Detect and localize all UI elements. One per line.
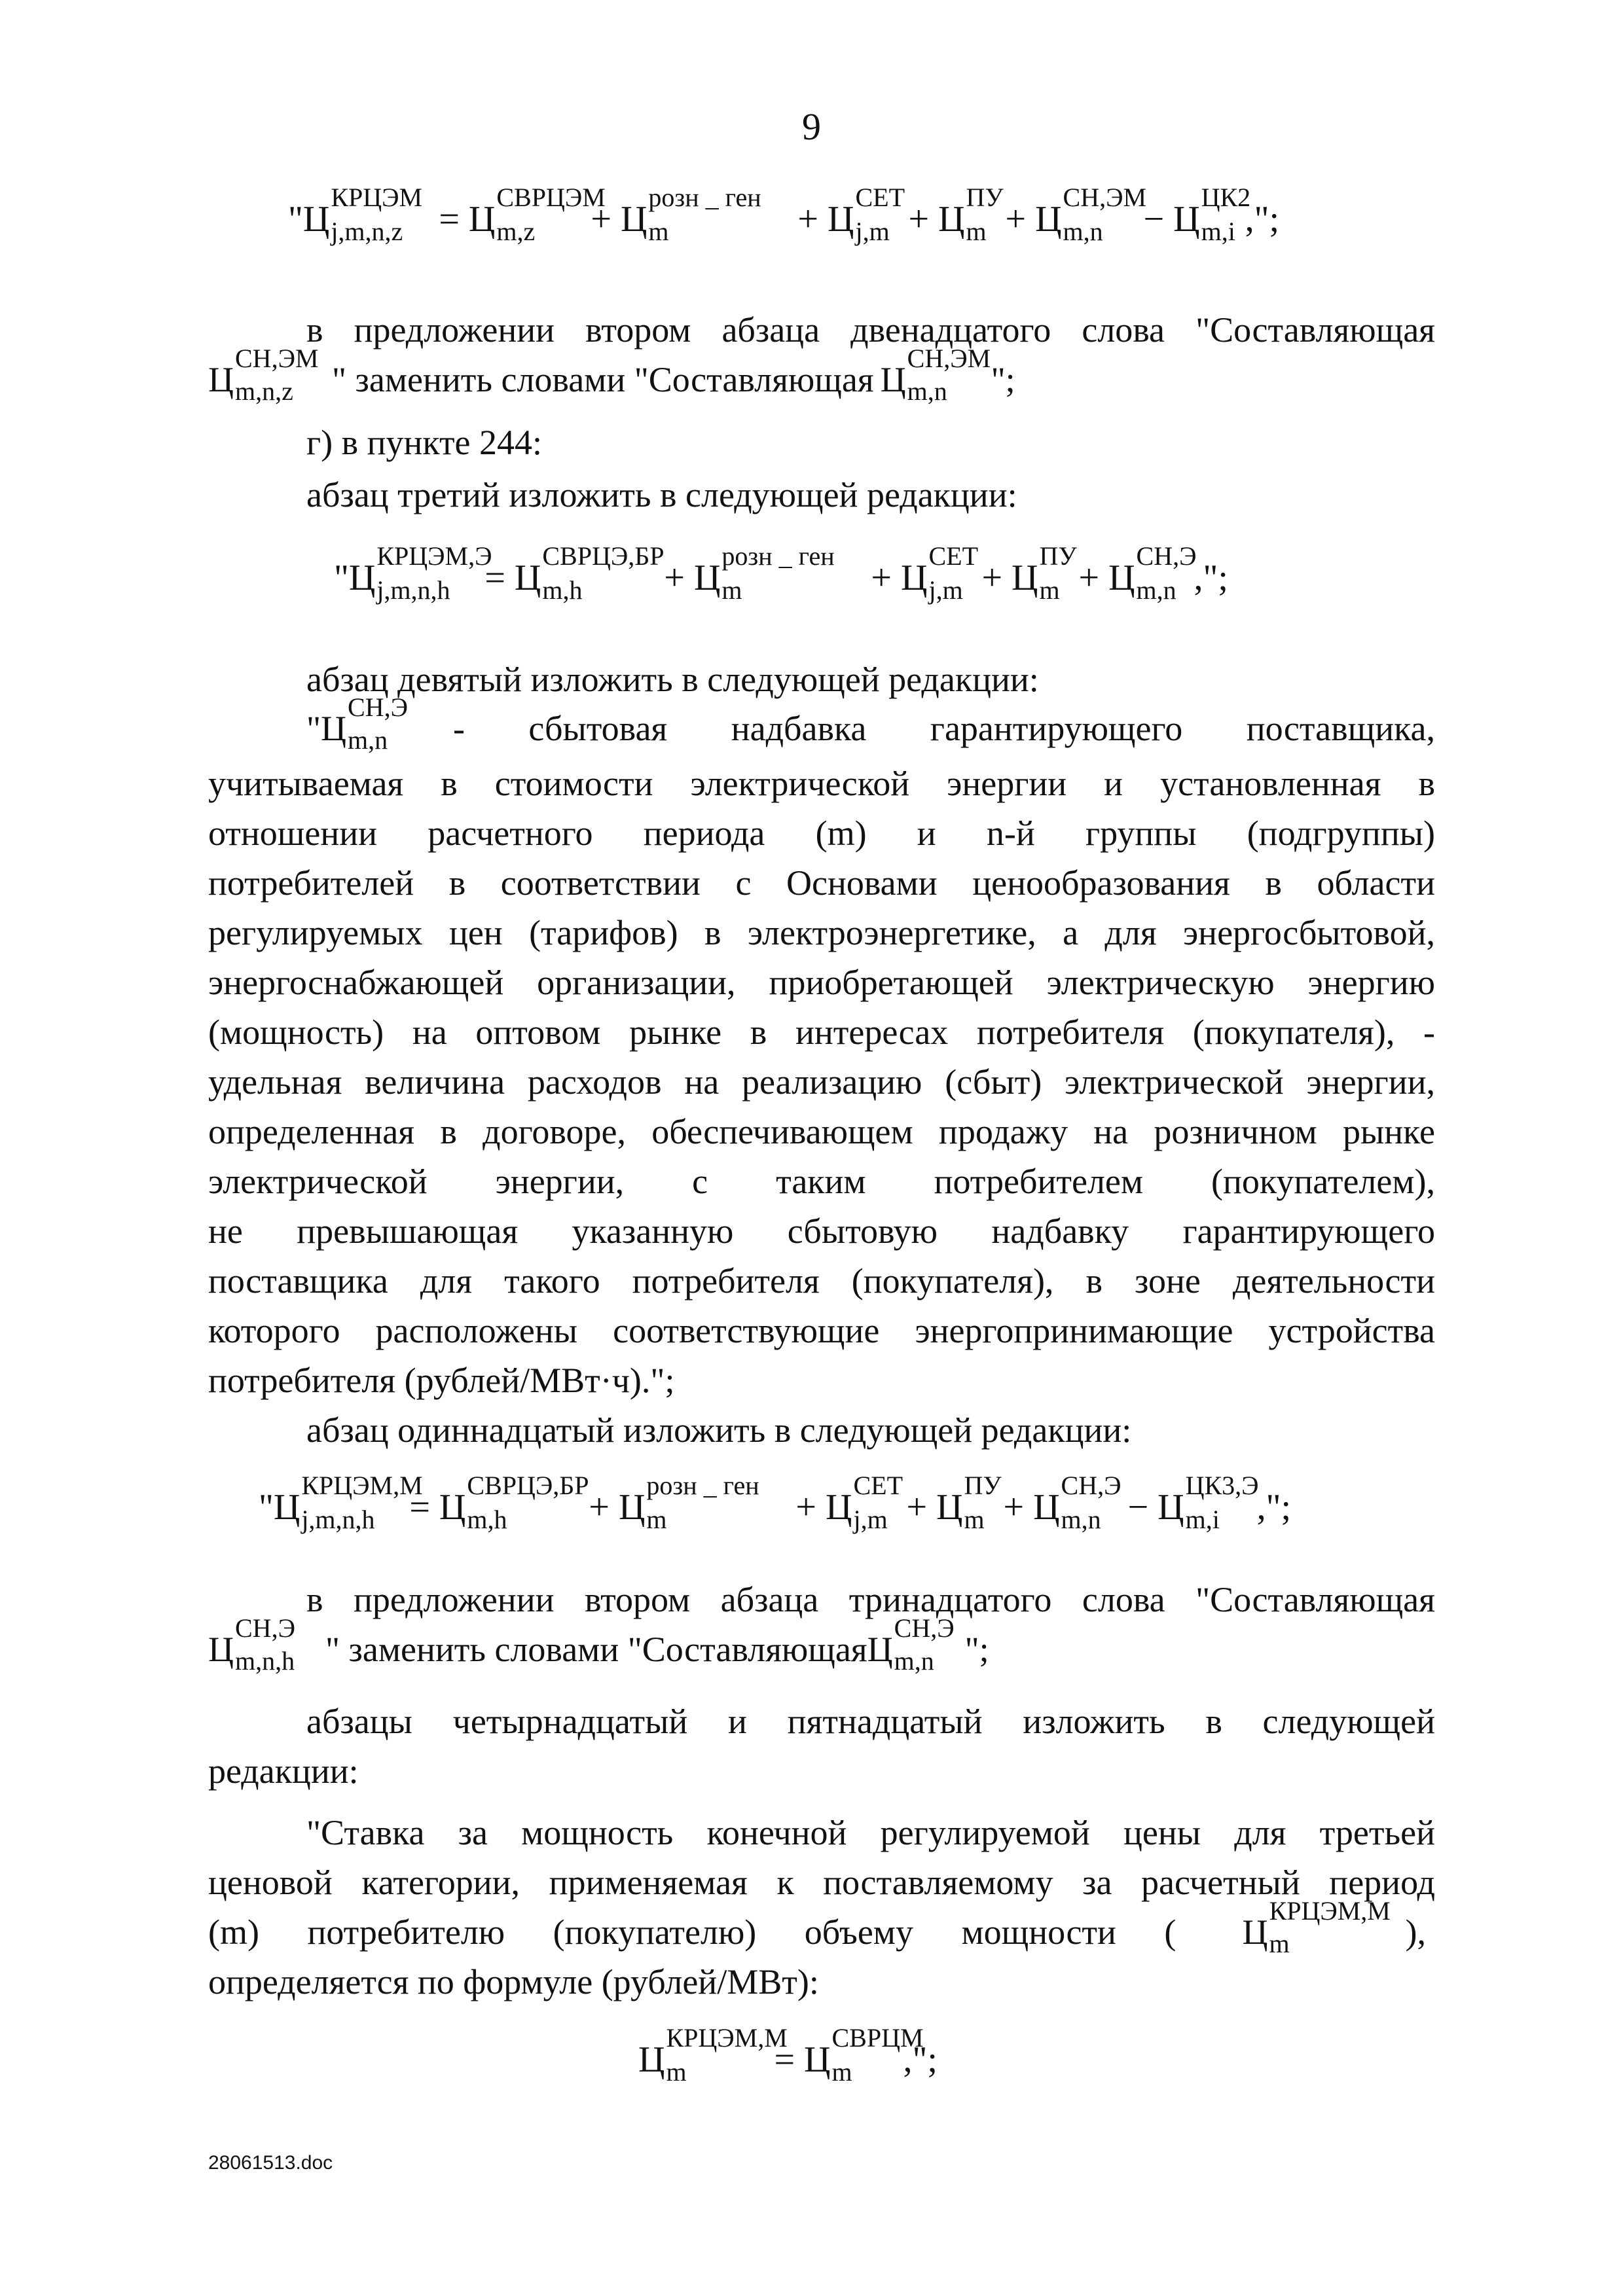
term-superscript: СВРЦМ — [831, 2023, 924, 2053]
term-base: Ц — [693, 558, 721, 598]
term-superscript: СЕТ — [855, 183, 905, 212]
definition-line: учитываемая в стоимости электрической энергии и установленная в — [208, 764, 1435, 803]
term-superscript: СН,Э — [1061, 1471, 1122, 1500]
term-superscript: ПУ — [964, 1471, 1002, 1500]
term-subscript: m,n — [1063, 217, 1103, 246]
stavka-line-2: ценовой категории, применяемая к поставляемому за расчетный период — [208, 1863, 1435, 1902]
term-subscript: j,m,n,h — [301, 1505, 375, 1534]
term-superscript: СВРЦЭМ — [496, 183, 606, 212]
term-subscript: m,n — [1136, 575, 1176, 605]
definition-line: (мощность) на оптовом рынке в интересах потребителя (покупателя), - — [208, 1013, 1435, 1052]
term-superscript: СЕТ — [853, 1471, 903, 1500]
operator: + — [797, 199, 818, 240]
formula-inline: Ц СН,Э m,n,h — [208, 1613, 295, 1676]
term-base: Ц — [804, 2039, 831, 2080]
operator: = — [774, 2039, 795, 2080]
quote-mark: " — [334, 558, 349, 598]
term-base: Ц — [620, 199, 647, 240]
term-subscript: m,h — [542, 575, 583, 605]
formula-term — [828, 183, 905, 246]
term-superscript: ЦК2 — [1201, 183, 1251, 212]
formula-term — [1012, 541, 1077, 605]
term-base: Ц — [826, 1487, 852, 1528]
formula-term — [1108, 541, 1197, 605]
term-base: Ц — [936, 1487, 963, 1528]
formula-term — [514, 541, 665, 605]
term-base: Ц — [1173, 199, 1200, 240]
term-base: Ц — [828, 199, 854, 240]
operator: + — [591, 199, 611, 240]
paragraph-2-line-1: в предложении втором абзаца тринадцатого слова "Составляющая — [306, 1580, 1435, 1619]
formula-term — [1158, 1471, 1259, 1534]
term-superscript: СН,ЭМ — [1063, 183, 1147, 212]
formula-term — [936, 1471, 1002, 1534]
operator: + — [1003, 1487, 1025, 1528]
term-superscript: СВРЦЭ,БР — [542, 541, 665, 571]
term-subscript: m — [966, 217, 987, 246]
term-superscript: розн _ ген — [646, 1471, 759, 1500]
formula-term — [348, 541, 492, 605]
quote-mark: " — [259, 1487, 274, 1528]
formula-1 — [288, 183, 1280, 246]
term-subscript: m,h — [467, 1505, 507, 1534]
term-subscript: m — [831, 2057, 852, 2087]
formula-end: ,"; — [1245, 199, 1280, 240]
term-base: Ц — [468, 199, 496, 240]
definition-line: которого расположены соответствующие энергопринимающие устройства — [208, 1311, 1435, 1350]
term-superscript: КРЦЭМ,Э — [376, 541, 492, 571]
term-subscript: j,m — [928, 575, 963, 605]
operator: + — [664, 558, 685, 598]
definition-line: удельная величина расходов на реализацию (сбыт) электрической энергии, — [208, 1062, 1435, 1102]
formula-term — [1173, 183, 1251, 246]
operator: + — [589, 1487, 610, 1528]
term-superscript: ПУ — [966, 183, 1004, 212]
definition-last-line: потребителя (рублей/МВт·ч)."; — [208, 1361, 675, 1400]
term-base: Ц — [348, 558, 376, 598]
operator: = — [439, 199, 460, 240]
operator: + — [871, 558, 892, 598]
formula-term — [638, 2023, 788, 2087]
term-superscript: КРЦЭМ,М — [666, 2023, 788, 2053]
term-subscript: m — [666, 2057, 687, 2087]
abzac-14-15-line-2: редакции: — [208, 1751, 359, 1791]
paragraph-1-line-2: Ц СН,ЭМ m,n,z " заменить словами "Составляющая Ц СН,ЭМ m,n "; — [208, 344, 1015, 406]
abzac-9: абзац девятый изложить в следующей редакции: — [306, 660, 1039, 699]
term-subscript: m — [646, 1505, 667, 1534]
term-subscript: j,m — [855, 217, 890, 246]
operator: + — [1005, 199, 1027, 240]
paragraph-2-line-2: Ц СН,Э m,n,h " заменить словами "СоставляющаяЦ СН,Э m,n "; — [208, 1613, 989, 1676]
formula-term — [439, 1471, 589, 1534]
operator: + — [908, 199, 930, 240]
operator: + — [795, 1487, 816, 1528]
formula-end: ,"; — [903, 2039, 938, 2080]
formula-term — [620, 183, 761, 246]
term-superscript: ЦК3,Э — [1185, 1471, 1259, 1500]
footer-filename: 28061513.doc — [208, 2152, 333, 2174]
definition-line-1: "Ц СН,Э m,n - сбытовая надбавка гарантирующего поставщика, — [306, 692, 1435, 755]
term-subscript: m — [721, 575, 742, 605]
formula-term — [618, 1471, 759, 1534]
operator: = — [409, 1487, 430, 1528]
definition-line: поставщика для такого потребителя (покупателя), в зоне деятельности — [208, 1261, 1435, 1300]
term-subscript: j,m — [853, 1505, 888, 1534]
term-superscript: розн _ ген — [721, 541, 835, 571]
term-base: Ц — [901, 558, 928, 598]
formula-term — [1033, 1471, 1122, 1534]
definition-line: регулируемых цен (тарифов) в электроэнергетике, а для энергосбытовой, — [208, 913, 1435, 952]
term-subscript: m — [648, 217, 669, 246]
formula-term — [302, 183, 423, 246]
operator: − — [1143, 199, 1165, 240]
term-subscript: m — [1039, 575, 1060, 605]
stavka-line-3: (m) потребителю (покупателю) объему мощности ( Ц КРЦЭМ,М m ), — [208, 1896, 1426, 1958]
term-subscript: m,i — [1201, 217, 1235, 246]
item-g: г) в пункте 244: — [306, 423, 543, 462]
formula-term — [273, 1471, 423, 1534]
definition-line: энергоснабжающей организации, приобретающей электрическую энергию — [208, 963, 1435, 1002]
formula-inline: Ц КРЦЭМ,М m — [1242, 1896, 1391, 1958]
abzac-11: абзац одиннадцатый изложить в следующей редакции: — [306, 1410, 1132, 1450]
term-superscript: СН,Э — [1136, 541, 1197, 571]
operator: + — [1078, 558, 1100, 598]
formula-term — [938, 183, 1004, 246]
term-subscript: m — [964, 1505, 985, 1534]
term-base: Ц — [302, 199, 330, 240]
term-superscript: КРЦЭМ,М — [301, 1471, 423, 1500]
formula-inline: Ц СН,ЭМ m,n — [880, 344, 991, 406]
term-superscript: розн _ ген — [648, 183, 761, 212]
formula-inline: Ц СН,Э m,n — [321, 692, 409, 755]
operator: = — [484, 558, 505, 598]
definition-line: отношении расчетного периода (m) и n-й группы (подгруппы) — [208, 814, 1435, 853]
operator: + — [981, 558, 1003, 598]
formula-term — [901, 541, 978, 605]
term-base: Ц — [638, 2039, 665, 2080]
definition-line: не превышающая указанную сбытовую надбавку гарантирующего — [208, 1211, 1435, 1251]
operator: − — [1127, 1487, 1149, 1528]
formula-4 — [638, 2023, 938, 2087]
term-base: Ц — [1012, 558, 1038, 598]
term-superscript: ПУ — [1039, 541, 1077, 571]
term-subscript: m,z — [496, 217, 536, 246]
term-base: Ц — [273, 1487, 301, 1528]
term-superscript: СЕТ — [928, 541, 978, 571]
stavka-line-4: определяется по формуле (рублей/МВт): — [208, 1962, 819, 2001]
term-superscript: КРЦЭМ — [331, 183, 423, 212]
stavka-line-1: "Ставка за мощность конечной регулируемой цены для третьей — [306, 1813, 1435, 1852]
term-base: Ц — [938, 199, 965, 240]
abzac-14-15-line-1: абзацы четырнадцатый и пятнадцатый изложить в следующей — [306, 1702, 1435, 1741]
page-number: 9 — [802, 105, 821, 148]
term-subscript: m,i — [1185, 1505, 1220, 1534]
term-superscript: СВРЦЭ,БР — [467, 1471, 589, 1500]
formula-3 — [259, 1471, 1292, 1534]
term-base: Ц — [1033, 1487, 1060, 1528]
term-base: Ц — [1158, 1487, 1184, 1528]
term-base: Ц — [618, 1487, 646, 1528]
formula-term — [468, 183, 606, 246]
definition-line: потребителей в соответствии с Основами ценообразования в области — [208, 863, 1435, 903]
term-subscript: m,n — [1061, 1505, 1101, 1534]
formula-term — [826, 1471, 903, 1534]
formula-end: ,"; — [1194, 558, 1228, 598]
definition-line: определенная в договоре, обеспечивающем продажу на розничном рынке — [208, 1112, 1435, 1151]
definition-line: электрической энергии, с таким потребителем (покупателем), — [208, 1162, 1435, 1201]
formula-inline: Ц СН,ЭМ m,n,z — [208, 344, 319, 406]
paragraph-1-line-1: в предложении втором абзаца двенадцатого слова "Составляющая — [306, 310, 1435, 350]
operator: + — [906, 1487, 928, 1528]
term-base: Ц — [1035, 199, 1062, 240]
term-subscript: j,m,n,h — [376, 575, 450, 605]
formula-term — [804, 2023, 924, 2087]
formula-end: ,"; — [1256, 1487, 1292, 1528]
formula-inline: Ц СН,Э m,n — [867, 1613, 955, 1676]
formula-2 — [334, 541, 1228, 605]
formula-term — [693, 541, 835, 605]
quote-mark: " — [288, 199, 303, 240]
term-base: Ц — [439, 1487, 466, 1528]
formula-term — [1035, 183, 1147, 246]
term-base: Ц — [1108, 558, 1135, 598]
term-subscript: j,m,n,z — [331, 217, 403, 246]
term-base: Ц — [514, 558, 541, 598]
abzac-3: абзац третий изложить в следующей редакции: — [306, 475, 1017, 514]
